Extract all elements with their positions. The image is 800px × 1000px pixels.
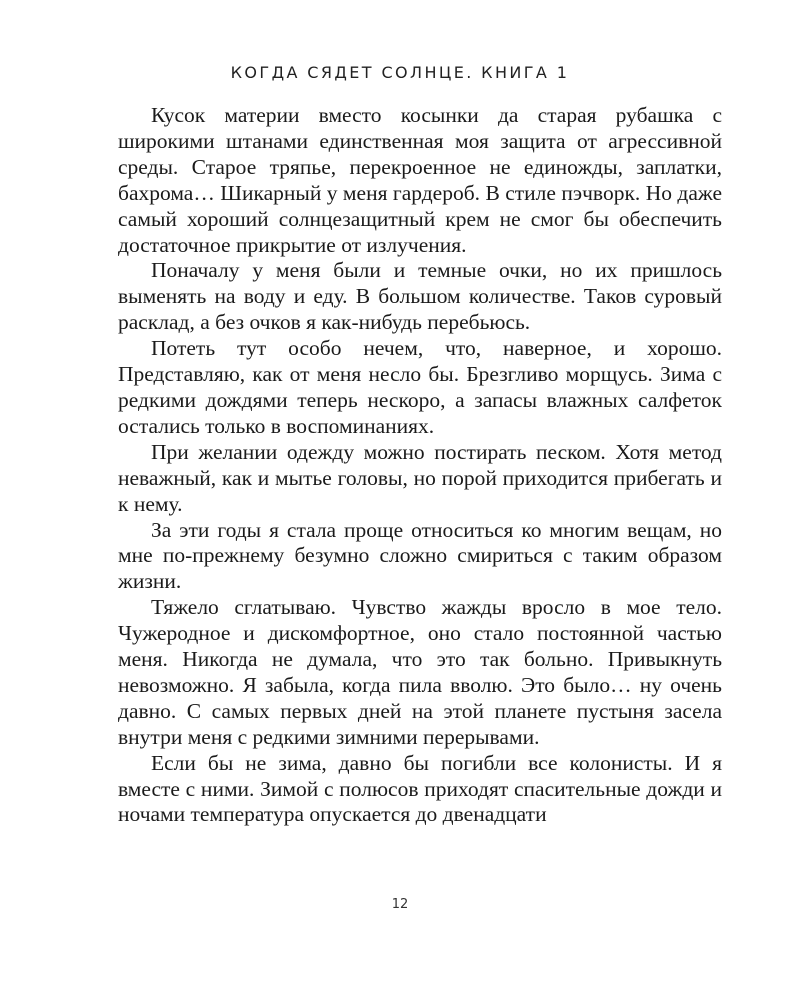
paragraph: При желании одежду можно постирать песком. Хотя метод неважный, как и мытье головы, но порой приходится прибегать и к нему.	[118, 439, 722, 516]
paragraph: Кусок материи вместо косынки да старая рубашка с широкими штанами единственная моя защита от агрессивной среды. Старое тряпье, перекроенное не единожды, заплатки, бахрома… Шикарный у меня гардероб. В стиле пэчворк. Но даже самый хороший солнцезащитный крем не смог бы обеспечить достаточное прикрытие от излучения.	[118, 103, 722, 257]
paragraph: Поначалу у меня были и темные очки, но их пришлось выменять на воду и еду. В большом количестве. Таков суровый расклад, а без очков я как-нибудь перебьюсь.	[118, 258, 722, 335]
paragraph: Если бы не зима, давно бы погибли все колонисты. И я вместе с ними. Зимой с полюсов приходят спасительные дожди и ночами температура опускается до двенадцати	[118, 750, 722, 827]
paragraph: Потеть тут особо нечем, что, наверное, и хорошо. Представляю, как от меня несло бы. Брезгливо морщусь. Зима с редкими дождями теперь нескоро, а запасы влажных салфеток остались только в воспоминаниях.	[118, 336, 722, 438]
running-header: КОГДА СЯДЕТ СОЛНЦЕ. КНИГА 1	[230, 63, 570, 82]
paragraph: Тяжело сглатываю. Чувство жажды вросло в мое тело. Чужеродное и дискомфортное, оно стало постоянной частью меня. Никогда не думала, что это так больно. Привыкнуть невозможно. Я забыла, когда пила вволю. Это было… ну очень давно. С самых первых дней на этой планете пустыня засела внутри меня с редкими зимними перерывами.	[118, 595, 722, 749]
page-number: 12	[391, 897, 409, 912]
paragraph: За эти годы я стала проще относиться ко многим вещам, но мне по-прежнему безумно сложно смириться с таким образом жизни.	[118, 517, 722, 594]
body-text	[118, 103, 722, 828]
